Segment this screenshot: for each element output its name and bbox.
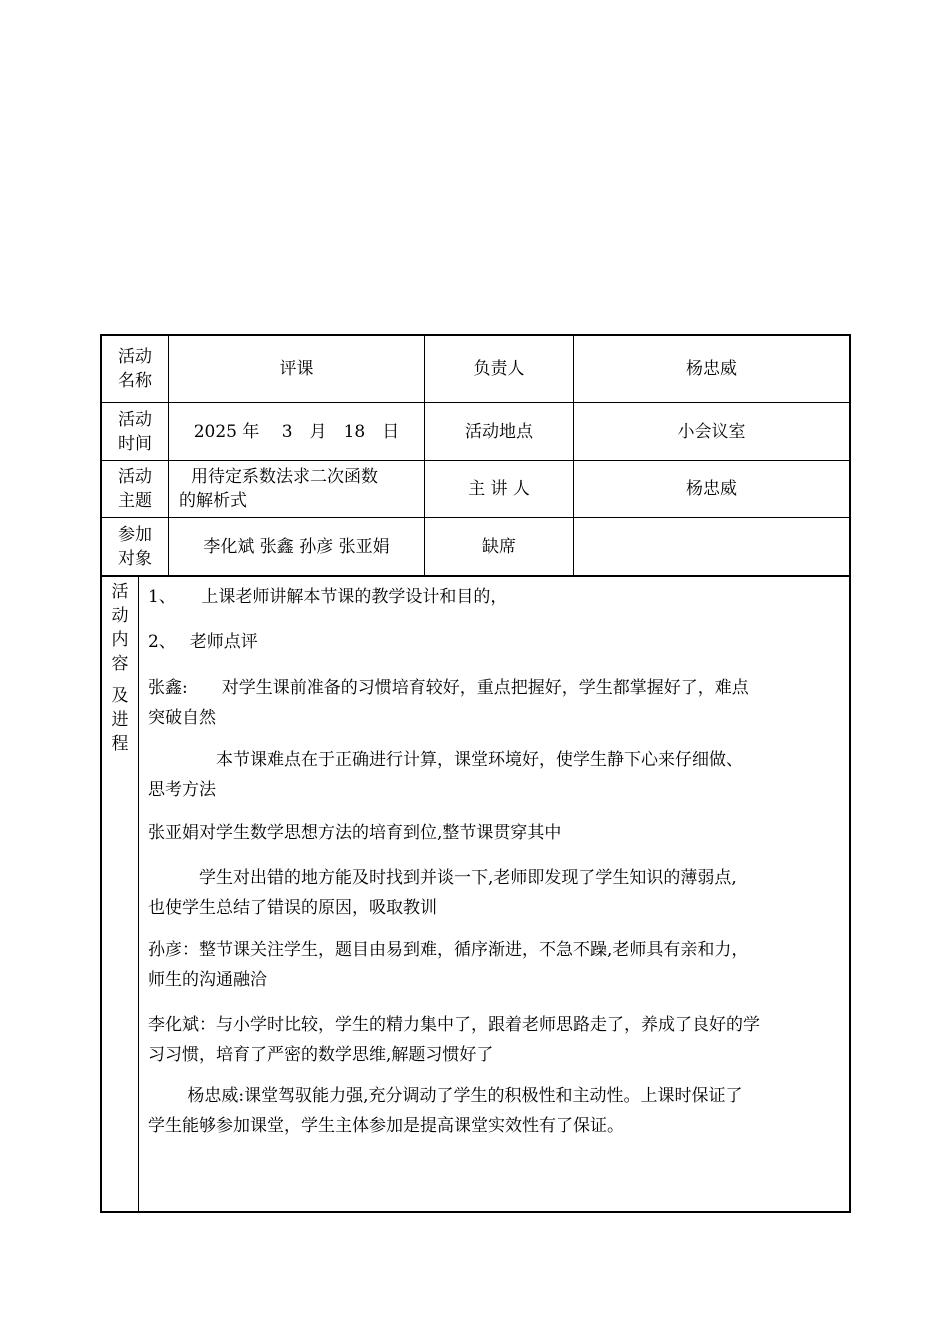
- paragraph-line: 张鑫: 对学生课前准备的习惯培育较好，重点把握好，学生都掌握好了，难点: [148, 678, 749, 698]
- activity-time-label: [102, 403, 168, 460]
- content-label-char: 进: [111, 710, 129, 730]
- paragraph-line: 习习惯，培育了严密的数学思维,解题习惯好了: [148, 1045, 494, 1065]
- label-line: 时间: [118, 433, 152, 454]
- paragraph-line: 也使学生总结了错误的原因，吸取教训: [148, 898, 437, 918]
- label-line: 参加: [118, 524, 152, 545]
- content-paragraph: 2、 老师点评: [148, 632, 258, 652]
- participants-value: 李化斌 张鑫 孙彦 张亚娟: [203, 536, 390, 557]
- label-line: 活动: [118, 347, 152, 367]
- paragraph-line: 学生对出错的地方能及时找到并谈一下,老师即发现了学生知识的薄弱点,: [148, 868, 737, 888]
- content-column-divider: [138, 576, 139, 1212]
- content-paragraph: [148, 675, 840, 731]
- activity-name-label: [102, 336, 168, 402]
- paragraph-line: 师生的沟通融洽: [148, 970, 267, 990]
- content-paragraph: 张亚娟对学生数学思想方法的培育到位,整节课贯穿其中: [148, 823, 562, 843]
- content-paragraph: 1、 上课老师讲解本节课的教学设计和目的，: [148, 587, 508, 607]
- content-paragraph: [148, 1012, 840, 1068]
- paragraph-line: 杨忠威:课堂驾驭能力强,充分调动了学生的积极性和主动性。上课时保证了: [148, 1086, 743, 1106]
- activity-topic-label: [102, 461, 168, 517]
- label-line: 主题: [118, 491, 152, 511]
- label-line: 对象: [118, 548, 152, 569]
- topic-line: 的解析式: [179, 491, 247, 511]
- absent-label: 缺席: [482, 536, 516, 557]
- label-line: 活动: [118, 409, 152, 430]
- person-in-charge-label: 负责人: [473, 359, 525, 379]
- activity-location-value: 小会议室: [677, 421, 746, 442]
- paragraph-line: 学生能够参加课堂，学生主体参加是提高课堂实效性有了保证。: [148, 1116, 624, 1136]
- content-label-char: 活: [111, 582, 129, 602]
- topic-line: 用待定系数法求二次函数: [191, 467, 378, 487]
- label-line: 活动: [118, 467, 152, 487]
- paragraph-line: 思考方法: [148, 780, 216, 800]
- activity-topic-value: [169, 461, 424, 517]
- table-border-bottom: [100, 1211, 851, 1213]
- table-row-divider: [100, 575, 851, 577]
- paragraph-line: 李化斌：与小学时比较，学生的精力集中了，跟着老师思路走了，养成了良好的学: [148, 1015, 760, 1035]
- table-border-right: [849, 334, 851, 1213]
- activity-location-label: 活动地点: [465, 421, 533, 442]
- content-label-char: 容: [111, 654, 129, 674]
- activity-date-value: 2025 年 3 月 18 日: [193, 421, 400, 442]
- paragraph-line: 突破自然: [148, 708, 216, 728]
- content-paragraph: [148, 937, 840, 993]
- content-paragraph: [148, 865, 840, 921]
- content-label-char: 及: [111, 686, 129, 706]
- paragraph-line: 本节课难点在于正确进行计算，课堂环境好，使学生静下心来仔细做、: [148, 750, 743, 770]
- content-label-char: 内: [111, 630, 129, 650]
- speaker-value: 杨忠威: [686, 479, 737, 499]
- speaker-label: 主 讲 人: [468, 479, 530, 499]
- content-label-char: 程: [111, 734, 129, 754]
- label-line: 名称: [118, 371, 152, 391]
- paragraph-line: 孙彦：整节课关注学生，题目由易到难，循序渐进，不急不躁,老师具有亲和力，: [148, 940, 749, 960]
- content-paragraph: [148, 747, 840, 803]
- content-paragraph: [148, 1083, 840, 1139]
- participants-label: [102, 518, 168, 575]
- absent-value: [574, 518, 849, 575]
- activity-name-value: 评课: [279, 359, 314, 379]
- content-label-char: 动: [111, 606, 129, 626]
- person-in-charge-value: 杨忠威: [686, 359, 737, 379]
